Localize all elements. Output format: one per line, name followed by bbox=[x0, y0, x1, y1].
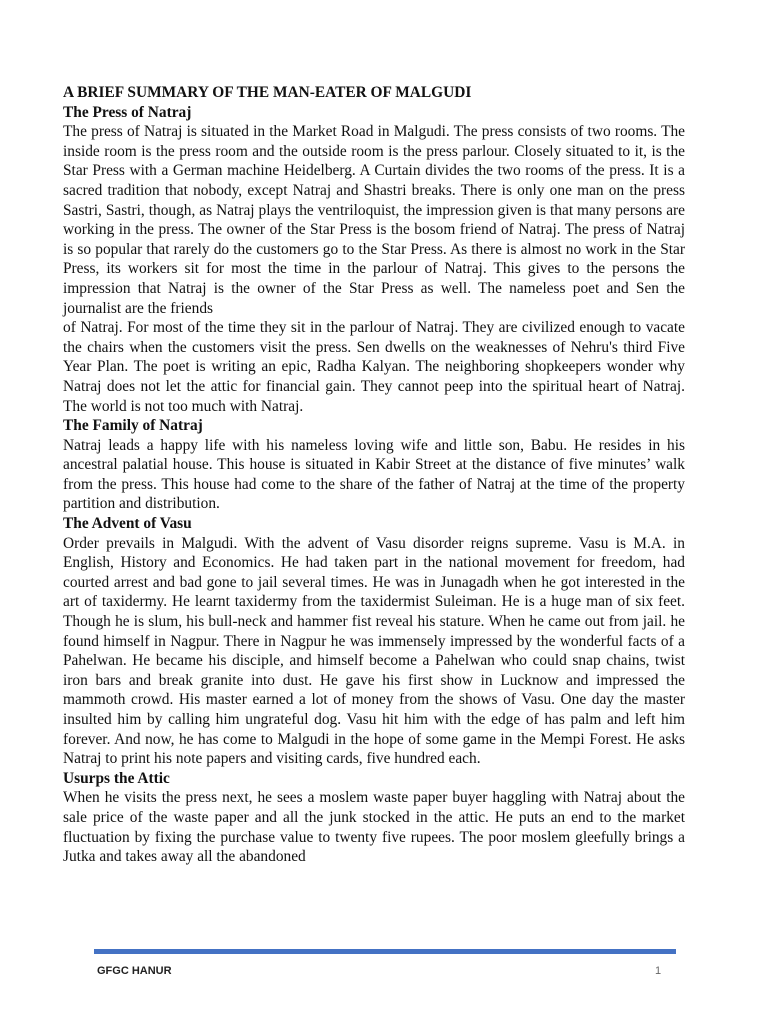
paragraph: Natraj leads a happy life with his nameless loving wife and little son, Babu. He resides in his ancestral palatial house. This house is situated in Kabir Street at the distance of five minutes’ walk from the press. This house had come to the share of the father of Natraj at the time of the property partition and distribution. bbox=[63, 436, 685, 513]
section-heading-press-of-natraj: The Press of Natraj bbox=[63, 103, 192, 121]
paragraph: The press of Natraj is situated in the Market Road in Malgudi. The press consists of two rooms. The inside room is the press room and the outside room is the press parlour. Closely situated to it, is the Star Press with a German machine Heidelberg. A Curtain divides the two rooms of the press. It is a sacred tradition that nobody, except Natraj and Shastri breaks. There is only one man on the press Sastri, Sastri, though, as Natraj plays the ventriloquist, the impression given is that many persons are working in the press. The owner of the Star Press is the bosom friend of Natraj. The press of Natraj is so popular that rarely do the customers go to the Star Press. As there is almost no work in the Star Press, its workers sit for most the time in the parlour of Natraj. This gives to the persons the impression that Natraj is the owner of the Star Press as well. The nameless poet and Sen the journalist are the friends bbox=[63, 123, 685, 317]
paragraph: of Natraj. For most of the time they sit in the parlour of Natraj. They are civilized enough to vacate the chairs when the customers visit the press. Sen dwells on the weaknesses of Nehru's third Five Year Plan. The poet is writing an epic, Radha Kalyan. The neighboring shopkeepers wonder why Natraj does not let the attic for financial gain. They cannot peep into the spiritual heart of Natraj. The world is not too much with Natraj. bbox=[63, 319, 685, 415]
section-heading-advent-of-vasu: The Advent of Vasu bbox=[63, 515, 192, 533]
section-heading-family-of-natraj: The Family of Natraj bbox=[63, 417, 203, 435]
paragraph: When he visits the press next, he sees a moslem waste paper buyer haggling with Natraj about the sale price of the waste paper and all the junk stocked in the attic. He puts an end to the market fluctuation by fixing the purchase value to twenty five rupees. The poor moslem gleefully brings a Jutka and takes away all the abandoned bbox=[63, 789, 685, 866]
footer-rule bbox=[94, 949, 676, 954]
footer-college-name: GFGC HANUR bbox=[97, 965, 172, 977]
page-number: 1 bbox=[655, 965, 662, 977]
document-title: A BRIEF SUMMARY OF THE MAN-EATER OF MALGUDI bbox=[63, 84, 472, 101]
paragraph: Order prevails in Malgudi. With the advent of Vasu disorder reigns supreme. Vasu is M.A. in English, History and Economics. He had taken part in the national movement for freedom, had courted arrest and bad gone to jail several times. He was in Junagadh when he got interested in the art of taxidermy. He learnt taxidermy from the taxidermist Suleiman. He is a huge man of six feet. Though he is slum, his bull-neck and hammer fist reveal his stature. When he came out from jail. he found himself in Nagpur. There in Nagpur he was immensely impressed by the wonderful facts of a Pahelwan. He became his disciple, and himself become a Pahelwan who could snap chains, twist iron bars and break granite into dust. He gave his first show in Lucknow and impressed the mammoth crowd. His master earned a lot of money from the shows of Vasu. One day the master insulted him by calling him ungrateful dog. Vasu hit him with the edge of has palm and left him forever. And now, he has come to Malgudi in the hope of some game in the Mempi Forest. He asks Natraj to print his note papers and visiting cards, five hundred each. bbox=[63, 534, 685, 768]
document-body bbox=[63, 83, 685, 867]
section-heading-usurps-the-attic: Usurps the Attic bbox=[63, 769, 170, 787]
